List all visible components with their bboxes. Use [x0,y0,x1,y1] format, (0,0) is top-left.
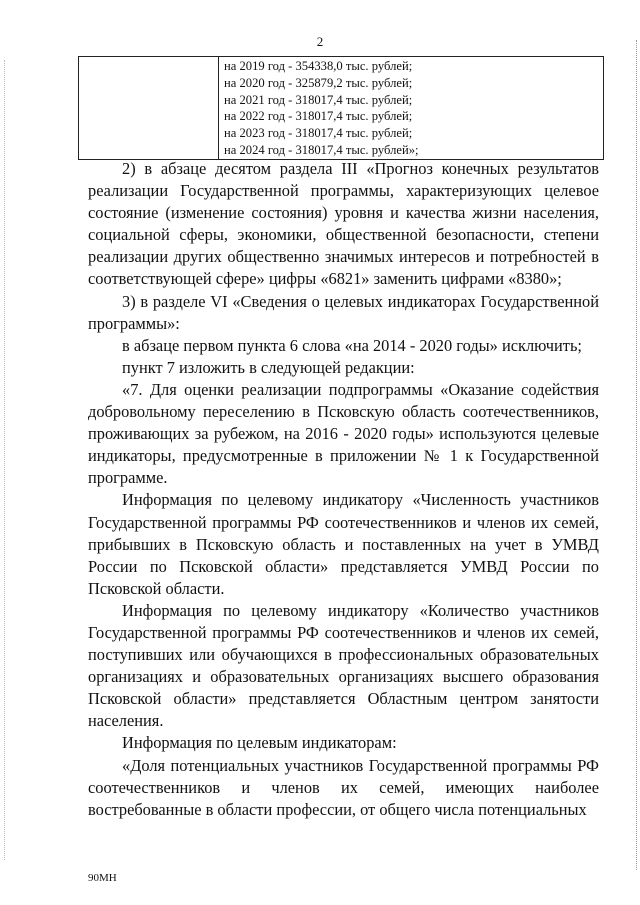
paragraph-item-2: 2) в абзаце десятом раздела III «Прогноз конечных результатов реализации Государственной программы, характеризующих целевое состояние (изменение состояния) уровня и качества жизни населения, социальной сферы, экономики, общественной безопасности, степени реализации других общественно значимых интересов и потребностей в соответствующей сфере» цифры «6821» заменить цифрами «8380»; [88,159,599,289]
funding-line-2024: на 2024 год - 318017,4 тыс. рублей»; [224,142,419,157]
paragraph-indicator-count: Информация по целевому индикатору «Численность участников Государственной программы РФ соотечественников и членов их семей, прибывших в Псковскую область и поставленных на учет в УМВД России по Псковской области» представляется УМВД России по Псковской области. [88,490,599,598]
funding-table-right-cell [219,57,604,160]
paragraph-abzac-6: в абзаце первом пункта 6 слова «на 2014 - 2020 годы» исключить; [122,335,582,355]
document-body [88,158,599,821]
table-row [79,57,604,160]
funding-line-2022: на 2022 год - 318017,4 тыс. рублей; [224,109,413,124]
paragraph-item-3: 3) в разделе VI «Сведения о целевых индикаторах Государственной программы»: [88,291,599,333]
paragraph-punkt-7-intro: пункт 7 изложить в следующей редакции: [122,357,415,377]
paragraph-indicators-heading: Информация по целевым индикаторам: [122,733,397,753]
scan-edge-left [4,60,6,860]
funding-line-2021: на 2021 год - 318017,4 тыс. рублей; [224,92,413,107]
funding-table-left-cell [79,57,219,160]
funding-line-2023: на 2023 год - 318017,4 тыс. рублей; [224,126,413,141]
footer-code: 90МН [88,872,117,884]
page-number: 2 [316,34,324,49]
funding-line-2019: на 2019 год - 354338,0 тыс. рублей; [224,59,413,73]
funding-line-2020: на 2020 год - 325879,2 тыс. рублей; [224,75,413,90]
scan-edge-right [635,40,637,870]
funding-table [78,56,604,160]
paragraph-indicator-share: «Доля потенциальных участников Государственной программы РФ соотечественников и членов их семей, имеющих наиболее востребованные в области профессии, от общего числа потенциальных [88,755,599,819]
paragraph-punkt-7: «7. Для оценки реализации подпрограммы «Оказание содействия добровольному переселению в Псковскую область соотечественников, проживающих за рубежом, на 2016 - 2020 годы» используются целевые индикаторы, предусмотренные в приложении № 1 к Государственной программе. [88,379,599,488]
paragraph-indicator-education: Информация по целевому индикатору «Количество участников Государственной программы РФ соотечественников и членов их семей, поступивших или обучающихся в профессиональных образовательных организациях и образовательных организациях высшего образования Псковской области» представляется Областным центром занятости населения. [88,600,599,731]
